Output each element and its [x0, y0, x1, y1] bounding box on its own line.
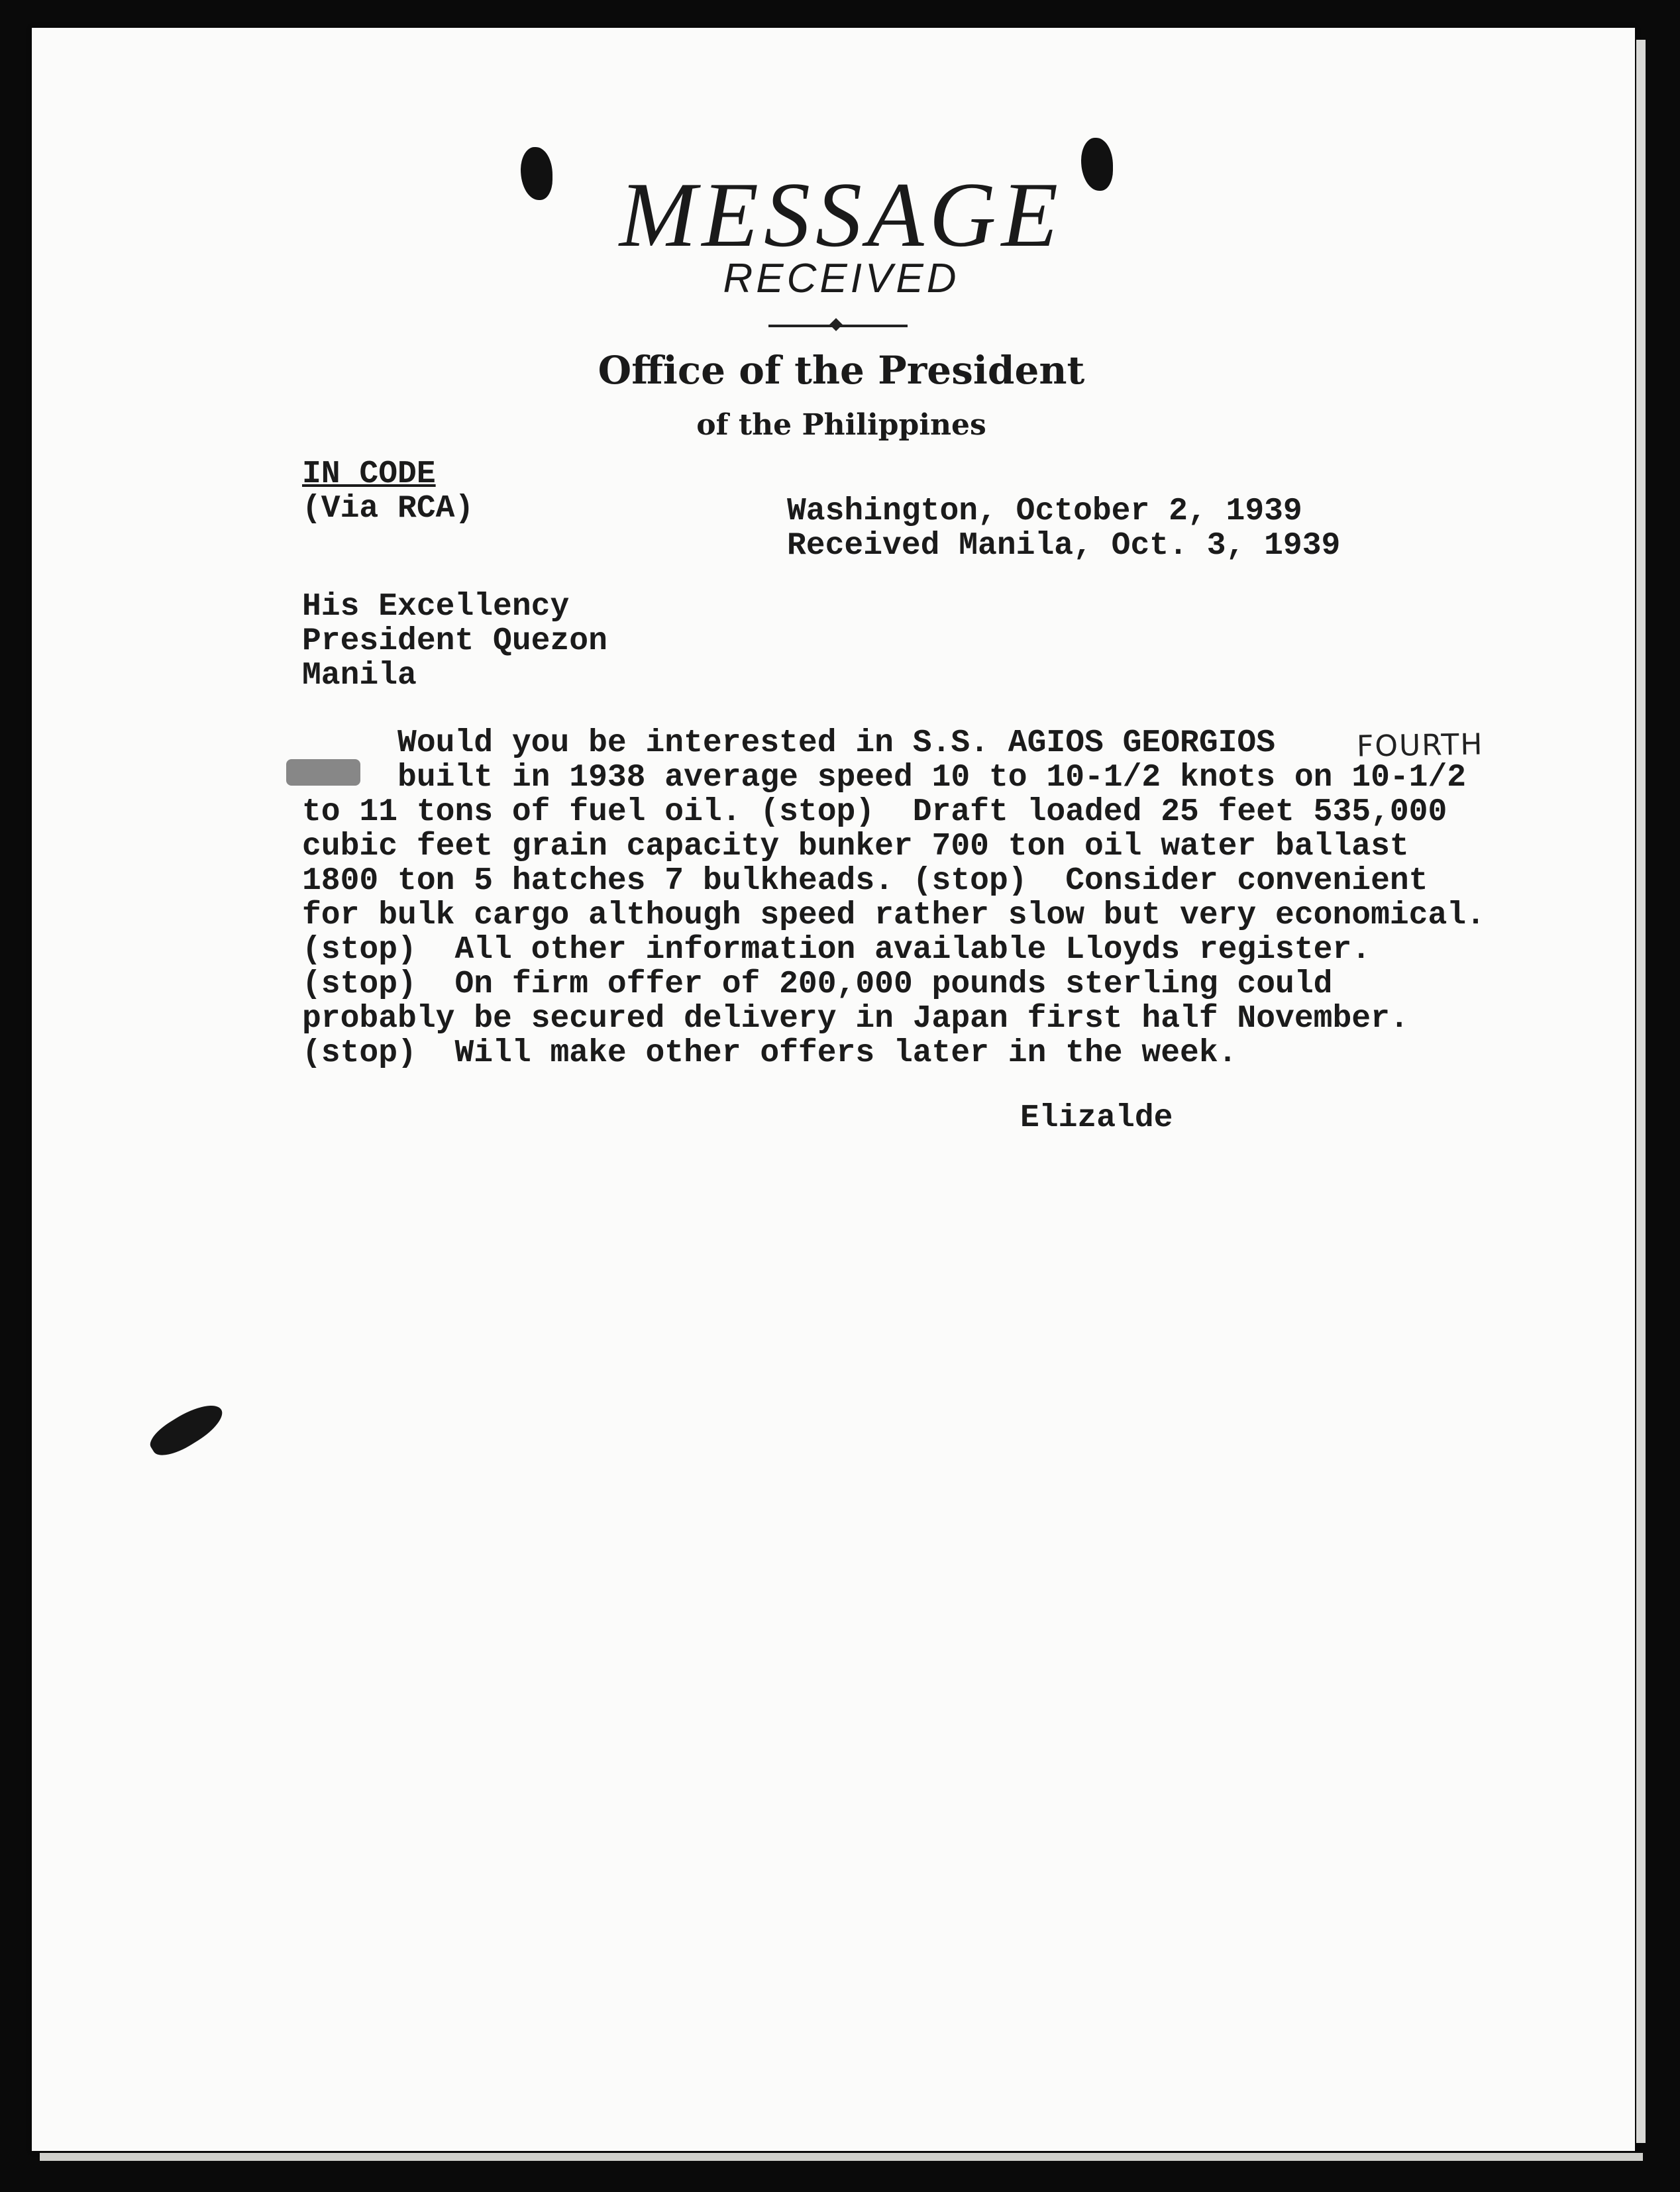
handwritten-correction: FOURTH	[1356, 727, 1484, 764]
letterhead-subtitle: RECEIVED	[723, 256, 960, 301]
letterhead-title: MESSAGE	[619, 164, 1064, 266]
body-line: cubic feet grain capacity bunker 700 ton oil water ballast	[302, 829, 1409, 864]
body-line: (stop) Will make other offers later in the week.	[302, 1035, 1237, 1071]
office-name: Office of the President	[598, 348, 1085, 393]
body-line: Would you be interested in S.S. AGIOS GEORGIOS	[302, 725, 1276, 761]
body-line: to 11 tons of fuel oil. (stop) Draft loaded 25 feet 535,000	[302, 794, 1447, 830]
document-page	[32, 28, 1635, 2151]
body-line: built in 1938 average speed 10 to 10-1/2 knots on 10-1/2	[302, 760, 1467, 796]
body-line: probably be secured delivery in Japan first half November.	[302, 1001, 1409, 1037]
page-edge-right	[1636, 40, 1646, 2143]
addressee-name: President Quezon	[302, 623, 607, 659]
page-edge-bottom	[40, 2153, 1643, 2161]
body-line: 1800 ton 5 hatches 7 bulkheads. (stop) Consider convenient	[302, 863, 1428, 899]
letterhead-divider	[768, 325, 908, 327]
addressee-title: His Excellency	[302, 589, 570, 625]
body-line: for bulk cargo although speed rather slow but very economical.	[302, 898, 1485, 933]
addressee-city: Manila	[302, 658, 417, 694]
routing-code: IN CODE	[302, 456, 436, 492]
office-country: of the Philippines	[696, 408, 986, 442]
body-line: (stop) On firm offer of 200,000 pounds sterling could	[302, 966, 1333, 1002]
routing-via: (Via RCA)	[302, 491, 474, 527]
dateline-sent: Washington, October 2, 1939	[787, 494, 1302, 529]
signature: Elizalde	[1020, 1100, 1173, 1136]
dateline-received: Received Manila, Oct. 3, 1939	[787, 528, 1341, 564]
body-line: (stop) All other information available Lloyds register.	[302, 932, 1371, 968]
